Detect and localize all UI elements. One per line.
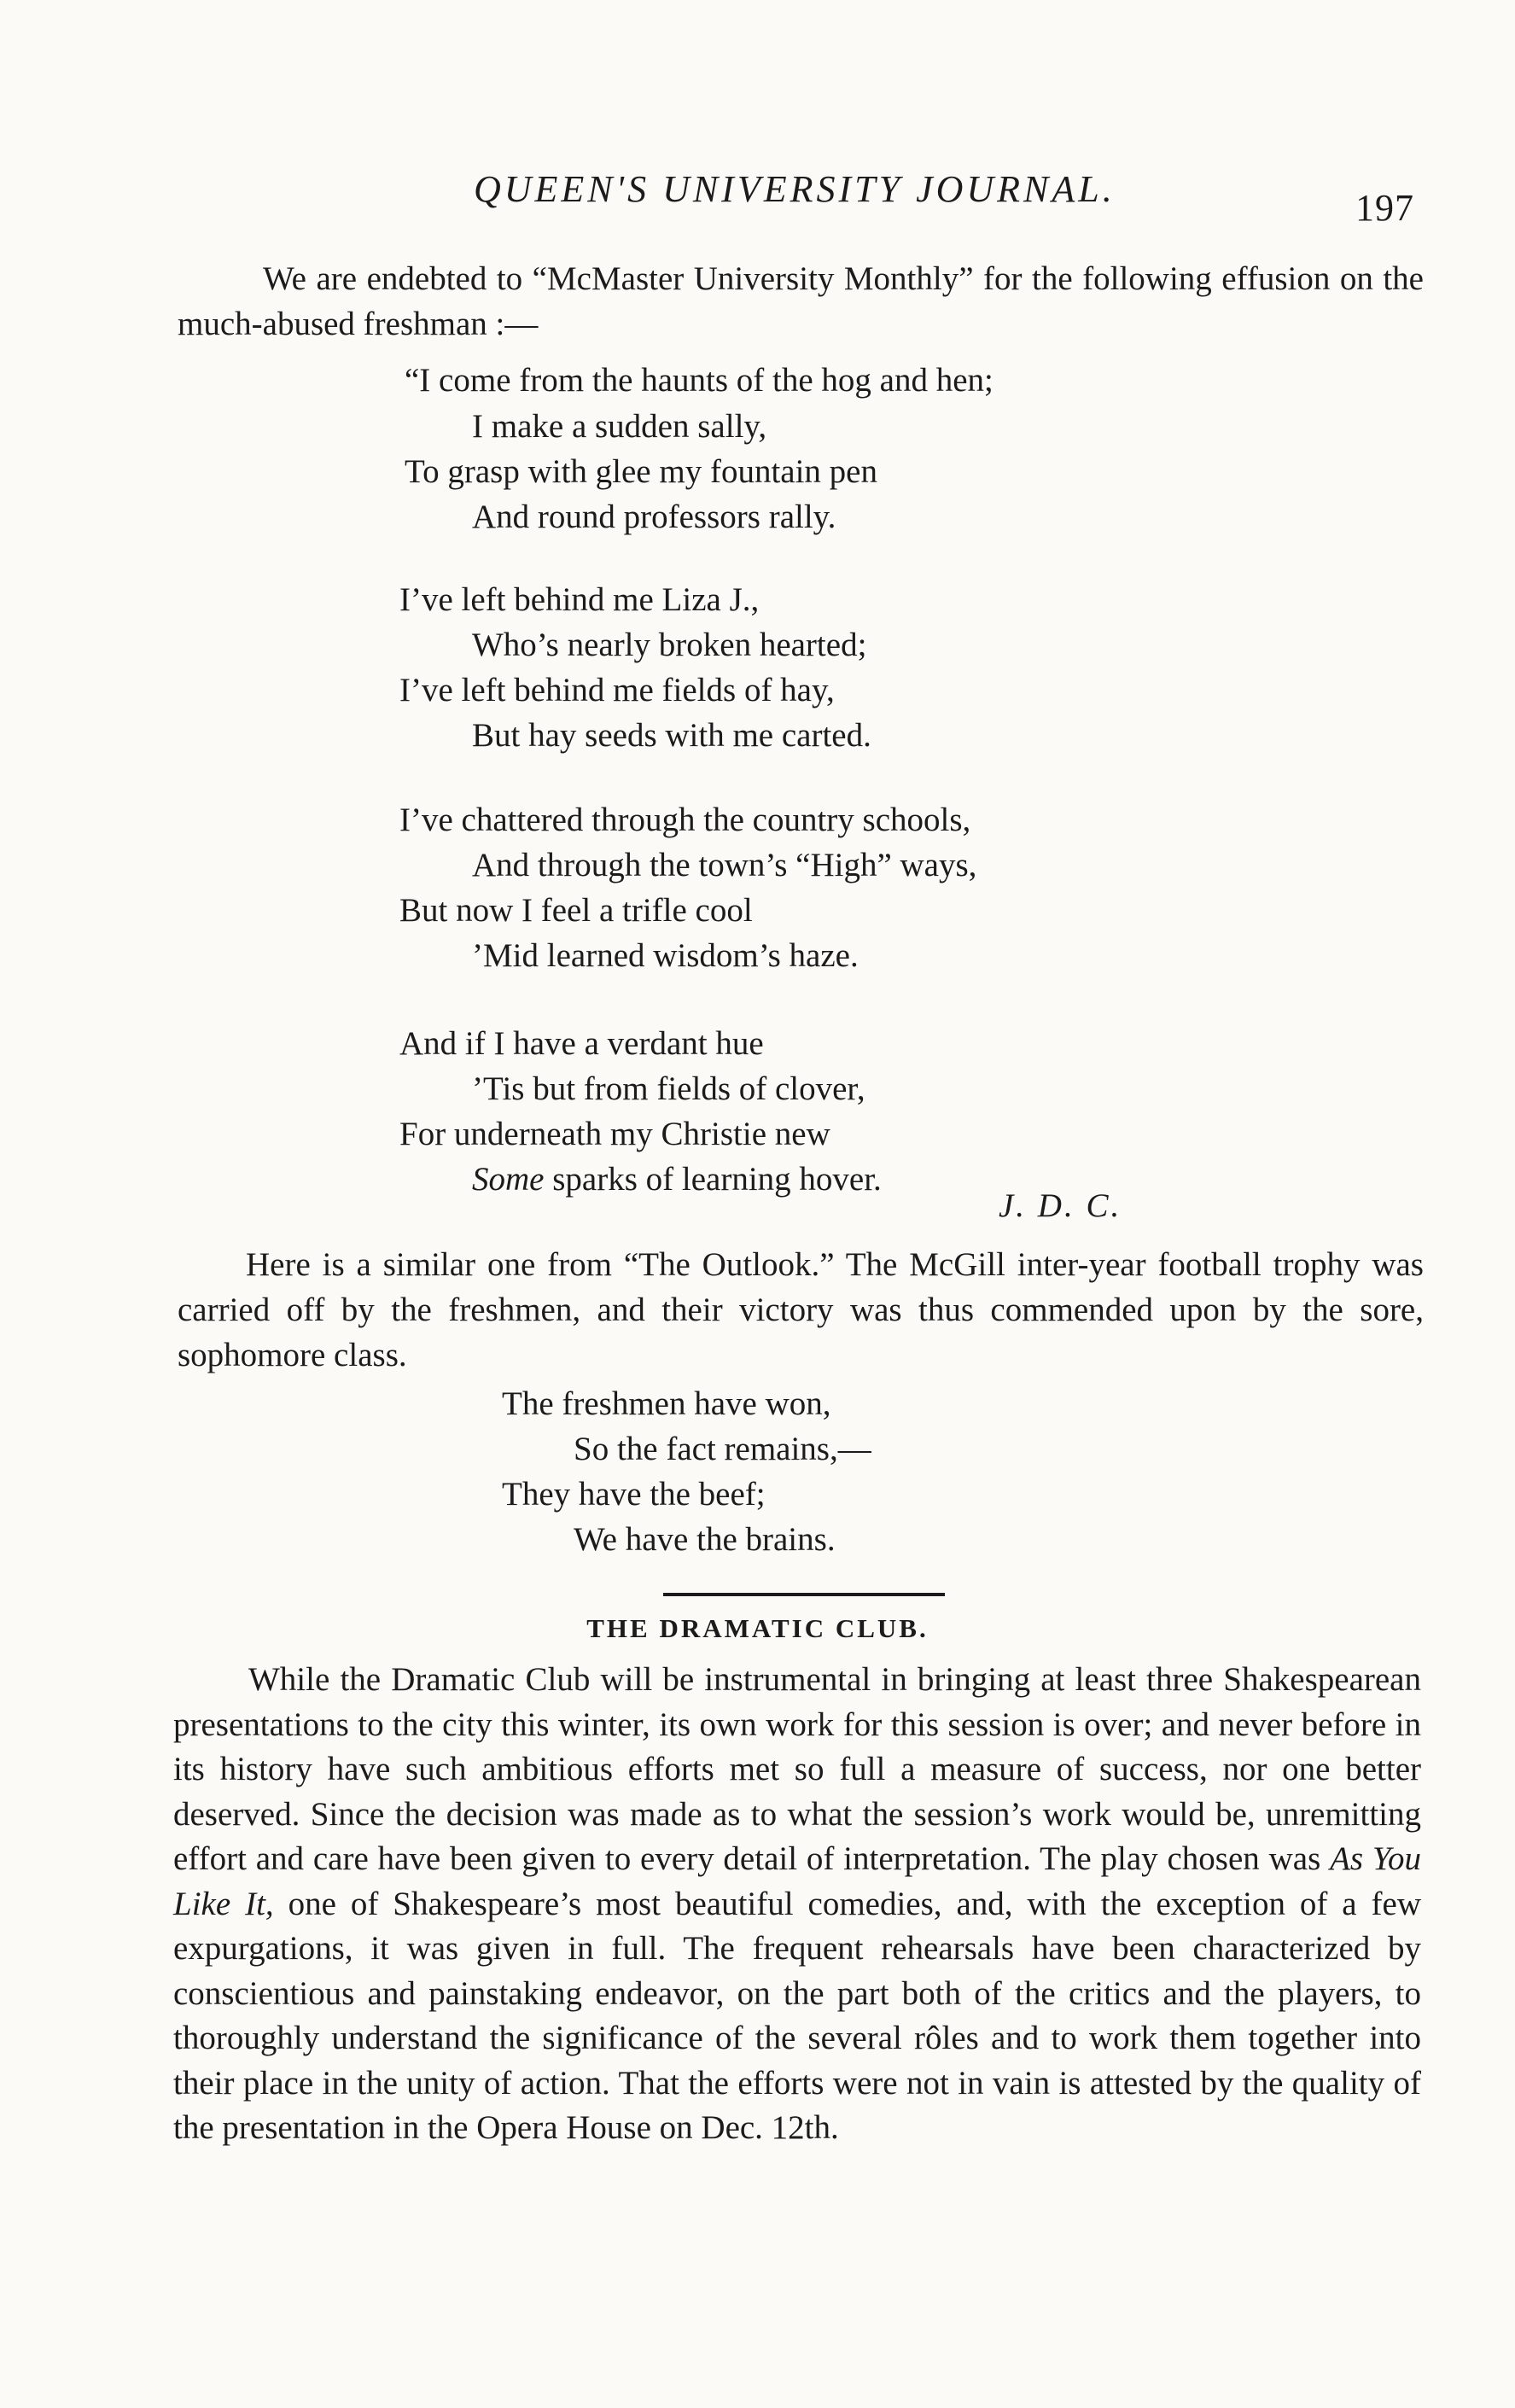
poem-line: They have the beef;: [502, 1476, 766, 1513]
club-text-after: one of Shakespeare’s most beautiful comedies, and, with the exception of a few expurgations, it was given in full. The frequent rehearsals have been characterized by conscientious and painstaking endeavor, on the part both of the critics and the players, to thoroughly understand the significance of the several rôles and to work them together into their place in the unity of action. That the efforts were not in vain is attested by the quality of the presentation in the Opera House on Dec. 12th.: [173, 1885, 1422, 2146]
poem-line: ’Tis but from fields of clover,: [472, 1070, 865, 1107]
play-title: As You Like It,: [173, 1840, 1421, 1922]
poem-line: So the fact remains,—: [574, 1431, 871, 1467]
poem-emphasis: Some: [472, 1161, 545, 1198]
poem-line: We have the brains.: [574, 1521, 836, 1558]
poem-line: But hay seeds with me carted.: [472, 717, 871, 754]
poem-line: And round professors rally.: [472, 499, 836, 535]
poem-line: I’ve chattered through the country schools,: [399, 802, 971, 838]
poem-line: To grasp with glee my fountain pen: [405, 453, 877, 490]
dramatic-club-paragraph: [173, 1658, 1421, 2151]
poem-line: Who’s nearly broken hearted;: [472, 627, 867, 663]
poem-line: I make a sudden sally,: [472, 408, 767, 445]
page-header: [0, 167, 1515, 227]
intro-paragraph: We are endebted to “McMaster University Monthly” for the following effusion on the much-abused freshman :—: [178, 260, 1424, 342]
poem-attribution: J. D. C.: [999, 1187, 1122, 1224]
poem-line: I’ve left behind me fields of hay,: [399, 672, 835, 708]
poem-line: [472, 1160, 882, 1198]
page-number: 197: [1355, 187, 1414, 229]
section-divider: [663, 1593, 945, 1596]
poem-line: “I come from the haunts of the hog and hen;: [405, 362, 993, 399]
club-text-before: While the Dramatic Club will be instrumental in bringing at least three Shakespearean presentations to the city this winter, its own work for this session is over; and never before in its history have such ambitious efforts met so full a measure of success, nor one better deserved. Since the decision was made as to what the session’s work would be, unremitting effort and care have been given to every detail of interpretation. The play chosen was: [173, 1661, 1421, 1877]
running-head: QUEEN'S UNIVERSITY JOURNAL.: [474, 168, 1116, 210]
poem-line: I’ve left behind me Liza J.,: [399, 581, 760, 618]
outlook-intro-paragraph: Here is a similar one from “The Outlook.” The McGill inter-year football trophy was carried off by the freshmen, and their victory was thus commended upon by the sore, sophomore class.: [178, 1246, 1424, 1373]
poem-line: But now I feel a trifle cool: [399, 892, 753, 929]
section-title: THE DRAMATIC CLUB.: [586, 1613, 929, 1643]
poem-line: ’Mid learned wisdom’s haze.: [472, 937, 859, 974]
poem-line-rest: sparks of learning hover.: [552, 1161, 882, 1198]
poem-line: The freshmen have won,: [502, 1385, 831, 1422]
poem-line: And through the town’s “High” ways,: [472, 847, 977, 883]
poem-line: And if I have a verdant hue: [399, 1025, 764, 1062]
poem-line: For underneath my Christie new: [399, 1116, 830, 1152]
